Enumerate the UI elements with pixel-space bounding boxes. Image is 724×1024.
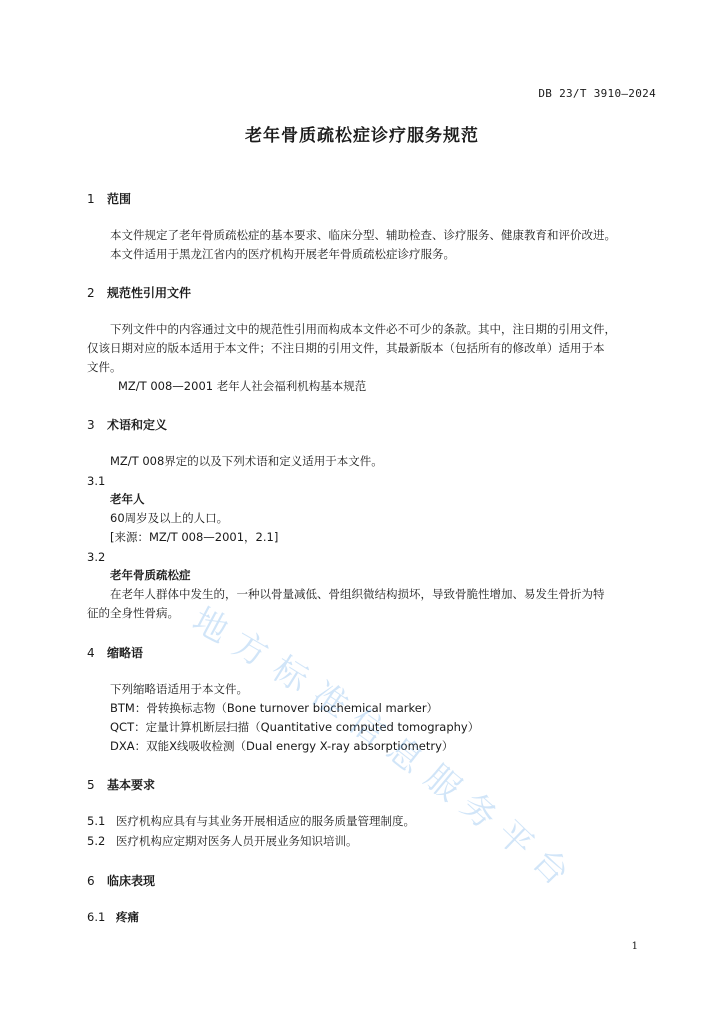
section-number: 4 (87, 646, 95, 660)
clause (87, 833, 358, 849)
clause-title: 疼痛 (116, 910, 139, 924)
paragraph: 文件。 (87, 360, 122, 374)
normative-reference: MZ/T 008—2001 老年人社会福利机构基本规范 (118, 379, 367, 393)
clause-text: 医疗机构应具有与其业务开展相适应的服务质量管理制度。 (116, 814, 415, 828)
term-name: 老年骨质疏松症 (110, 568, 191, 582)
section-5-heading (87, 776, 155, 793)
term-definition: 60周岁及以上的人口。 (110, 511, 229, 525)
clause (87, 813, 415, 829)
section-number: 1 (87, 192, 95, 206)
section-3-heading (87, 416, 167, 433)
paragraph: 本文件规定了老年骨质疏松症的基本要求、临床分型、辅助检查、诊疗服务、健康教育和评价改进。 (110, 228, 616, 242)
section-2-heading (87, 284, 191, 301)
term-source: [来源：MZ/T 008—2001，2.1] (110, 530, 279, 544)
page-number: 1 (631, 941, 638, 952)
section-title: 临床表现 (107, 874, 156, 888)
term-definition: 征的全身性骨病。 (87, 606, 179, 620)
section-6-heading (87, 872, 155, 889)
abbreviation-item: QCT：定量计算机断层扫描（Quantitative computed tomography） (110, 720, 480, 734)
paragraph: 仅该日期对应的版本适用于本文件；不注日期的引用文件，其最新版本（包括所有的修改单）适用于本 (87, 341, 605, 355)
section-title: 基本要求 (107, 778, 156, 792)
section-4-heading (87, 644, 143, 661)
clause-number: 5.2 (87, 834, 106, 848)
paragraph: 下列文件中的内容通过文中的规范性引用而构成本文件必不可少的条款。其中，注日期的引用文件， (110, 322, 616, 336)
clause-heading (87, 909, 139, 925)
clause-number: 6.1 (87, 910, 106, 924)
term-number: 3.2 (87, 550, 106, 564)
term-number: 3.1 (87, 474, 106, 488)
document-code: DB 23/T 3910—2024 (538, 87, 656, 100)
section-number: 6 (87, 874, 95, 888)
section-title: 规范性引用文件 (107, 286, 192, 300)
section-number: 3 (87, 418, 95, 432)
paragraph: MZ/T 008界定的以及下列术语和定义适用于本文件。 (110, 454, 383, 468)
abbreviation-item: BTM：骨转换标志物（Bone turnover biochemical marker） (110, 701, 439, 715)
term-definition: 在老年人群体中发生的，一种以骨量减低、骨组织微结构损坏，导致骨脆性增加、易发生骨折为特 (110, 587, 605, 601)
section-title: 术语和定义 (107, 418, 168, 432)
section-number: 2 (87, 286, 95, 300)
section-number: 5 (87, 778, 95, 792)
paragraph: 本文件适用于黑龙江省内的医疗机构开展老年骨质疏松症诊疗服务。 (110, 247, 455, 261)
clause-text: 医疗机构应定期对医务人员开展业务知识培训。 (116, 834, 358, 848)
section-title: 缩略语 (107, 646, 144, 660)
document-title: 老年骨质疏松症诊疗服务规范 (245, 126, 479, 146)
section-title: 范围 (107, 192, 132, 206)
paragraph: 下列缩略语适用于本文件。 (110, 682, 248, 696)
section-1-heading (87, 190, 131, 207)
clause-number: 5.1 (87, 814, 106, 828)
term-name: 老年人 (110, 492, 145, 506)
abbreviation-item: DXA：双能X线吸收检测（Dual energy X-ray absorptiometry） (110, 739, 454, 753)
watermark: 地 方 标 准 信 息 服 务 平 台 (185, 599, 577, 894)
